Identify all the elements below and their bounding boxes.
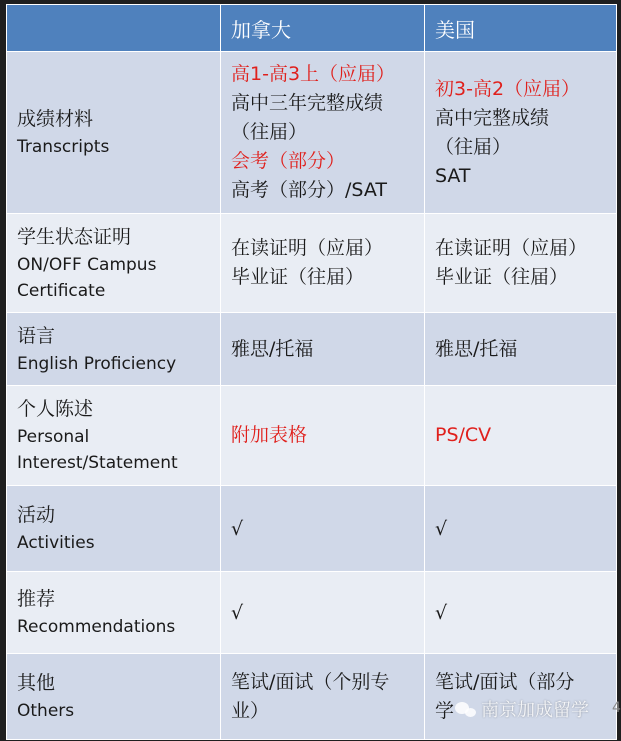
cell-line: 雅思/托福: [231, 337, 314, 360]
cell-usa: [425, 214, 617, 313]
cell-usa: [425, 52, 617, 214]
checkmark: √: [231, 517, 244, 540]
comparison-table: [6, 4, 617, 740]
cell-canada: [221, 52, 425, 214]
slide-frame: [6, 4, 616, 738]
cell-usa: [425, 313, 617, 386]
row-label: [7, 572, 221, 654]
cell-line: PS/CV: [435, 424, 492, 446]
cell-canada: [221, 572, 425, 654]
row-label: [7, 386, 221, 486]
cell-usa: [425, 386, 617, 486]
cell-line: 高中三年完整成绩: [231, 92, 384, 114]
cell-line: 笔试/面试（部分: [435, 670, 575, 693]
row-label: [7, 486, 221, 572]
label-zh: 其他: [17, 672, 56, 694]
label-zh: 活动: [17, 504, 56, 526]
cell-canada: [221, 486, 425, 572]
cell-line: 毕业证（往届）: [231, 266, 365, 288]
table-row-recommendations: [7, 572, 617, 654]
label-zh: 推荐: [17, 588, 56, 610]
row-label: [7, 313, 221, 386]
header-canada: 加拿大: [221, 5, 425, 52]
cell-canada: [221, 654, 425, 740]
cell-line: 雅思/托福: [435, 337, 518, 360]
label-zh: 语言: [17, 324, 56, 347]
label-en-line: Personal: [17, 427, 90, 447]
watermark-text: 南京加成留学: [481, 700, 589, 721]
row-label: [7, 52, 221, 214]
cell-line: 高1-高3上（应届）: [231, 63, 396, 85]
label-en: Activities: [17, 533, 95, 553]
cell-line: 笔试/面试（个别专: [231, 670, 390, 693]
table-row-personal-statement: [7, 386, 617, 486]
table-row-activities: [7, 486, 617, 572]
table-row-transcripts: [7, 52, 617, 214]
label-en-line: Interest/Statement: [17, 453, 178, 473]
cell-usa: [425, 654, 617, 740]
row-label: [7, 214, 221, 313]
label-en-line: ON/OFF Campus: [17, 254, 157, 275]
cell-canada: [221, 386, 425, 486]
cell-line: 高中完整成绩: [435, 106, 550, 129]
cell-line: 在读证明（应届）: [435, 237, 588, 259]
cell-line: 高考（部分）/SAT: [231, 179, 387, 201]
header-row: [7, 5, 617, 52]
table-row-others: [7, 654, 617, 740]
cell-line: 会考（部分）: [231, 150, 346, 172]
cell-line: 初3-高2（应届）: [435, 77, 581, 100]
row-label: [7, 654, 221, 740]
cell-line: 业）: [231, 699, 270, 722]
label-zh: 个人陈述: [17, 398, 94, 420]
cell-line: 附加表格: [231, 424, 308, 446]
header-usa: 美国: [425, 5, 617, 52]
cell-line: 在读证明（应届）: [231, 237, 384, 259]
cell-line: 学: [435, 699, 455, 722]
cell-canada: [221, 313, 425, 386]
label-en: Transcripts: [17, 137, 110, 157]
label-zh: 成绩材料: [17, 108, 94, 130]
header-empty-cell: [7, 5, 221, 52]
label-en: English Proficiency: [17, 353, 177, 374]
cell-line: SAT: [435, 164, 471, 187]
label-en-line: Certificate: [17, 280, 106, 301]
cell-line: （往届）: [435, 135, 512, 158]
cell-usa: [425, 486, 617, 572]
cell-canada: [221, 214, 425, 313]
label-en: Recommendations: [17, 617, 176, 637]
label-en: Others: [17, 701, 75, 721]
cell-line: （往届）: [231, 121, 308, 143]
cell-line: 毕业证（往届）: [435, 266, 569, 288]
table-row-english: [7, 313, 617, 386]
page-number: 4: [612, 700, 621, 716]
checkmark: √: [435, 601, 448, 624]
table-row-certificate: [7, 214, 617, 313]
checkmark: √: [231, 601, 244, 624]
cell-usa: [425, 572, 617, 654]
checkmark: √: [435, 517, 448, 540]
label-zh: 学生状态证明: [17, 225, 132, 248]
